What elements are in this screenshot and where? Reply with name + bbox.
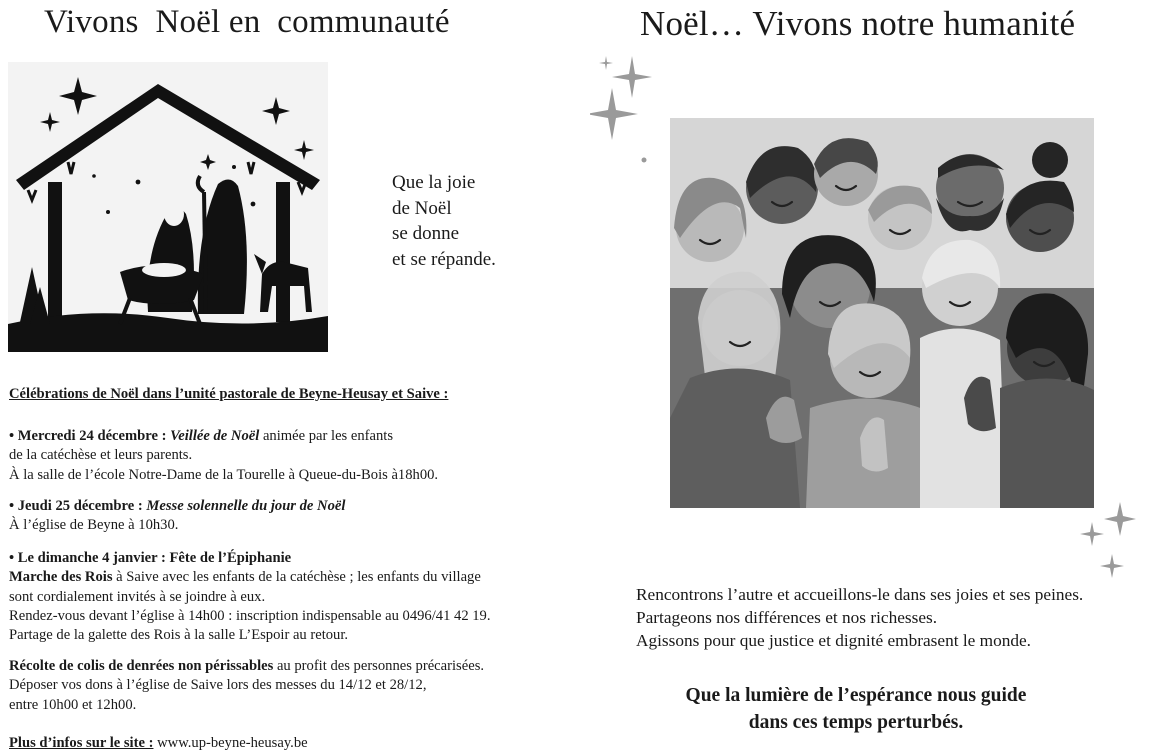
event-text: Rendez-vous devant l’église à 14h00 : inscription indispensable au 0496/41 42 19. (9, 607, 491, 624)
event-location: À la salle de l’école Notre-Dame de la Tourelle à Queue-du-Bois à18h00. (9, 466, 439, 483)
website-link[interactable]: www.up-beyne-heusay.be (153, 735, 308, 751)
message-line: Rencontrons l’autre et accueillons-le dans ses joies et ses peines. (636, 585, 1084, 604)
event-name: Marche des Rois (9, 569, 113, 586)
event-christmas-eve (9, 427, 529, 485)
celebrations-heading: Célébrations de Noël dans l’unité pastorale de Beyne-Heusay et Saive : (9, 386, 449, 402)
closing-wish (636, 682, 1076, 736)
event-food-collection (9, 657, 529, 715)
event-heading: • Le dimanche 4 janvier : Fête de l’Épiphanie (9, 550, 292, 566)
event-text: sont cordialement invités à se joindre à eux. (9, 588, 266, 605)
nativity-illustration (8, 62, 328, 352)
christmas-quote (392, 170, 496, 272)
message-line: Partageons nos différences et nos richesses. (636, 608, 938, 627)
event-text: entre 10h00 et 12h00. (9, 696, 137, 713)
event-name: Récolte de colis de denrées non périssables (9, 658, 274, 674)
event-date: • Mercredi 24 décembre : (9, 428, 167, 444)
quote-line: et se répande. (392, 248, 496, 270)
left-page-title: Vivons Noël en communauté (44, 4, 450, 40)
event-christmas-day (9, 497, 529, 536)
event-text: Déposer vos dons à l’église de Saive lors des messes du 14/12 et 28/12, (9, 677, 427, 694)
event-text: Partage de la galette des Rois à la salle L’Espoir au retour. (9, 627, 349, 644)
closing-line: Que la lumière de l’espérance nous guide (685, 685, 1027, 706)
right-page-title: Noël… Vivons notre humanité (640, 4, 1076, 43)
event-text: à Saive avec les enfants de la catéchèse ; les enfants du village (112, 569, 481, 586)
quote-line: se donne (392, 223, 460, 244)
message-lines (636, 583, 1083, 652)
quote-line: Que la joie (392, 172, 476, 193)
quote-line: de Noël (392, 197, 452, 219)
event-text: au profit des personnes précarisées. (273, 658, 485, 674)
more-info-label: Plus d’infos sur le site : (9, 735, 154, 751)
event-text: de la catéchèse et leurs parents. (9, 447, 193, 464)
diverse-crowd-illustration (670, 118, 1094, 508)
closing-line: dans ces temps perturbés. (748, 712, 964, 733)
event-location: À l’église de Beyne à 10h30. (9, 517, 179, 534)
event-name: Messe solennelle du jour de Noël (146, 498, 346, 514)
event-name: Veillée de Noël (170, 428, 260, 444)
sparkle-stars-bottom (1068, 498, 1142, 584)
event-date: • Jeudi 25 décembre : (9, 498, 143, 514)
event-text: animée par les enfants (259, 428, 394, 444)
event-epiphany (9, 549, 529, 645)
message-line: Agissons pour que justice et dignité embrasent le monde. (636, 631, 1031, 650)
sparkle-stars-top (590, 52, 660, 172)
